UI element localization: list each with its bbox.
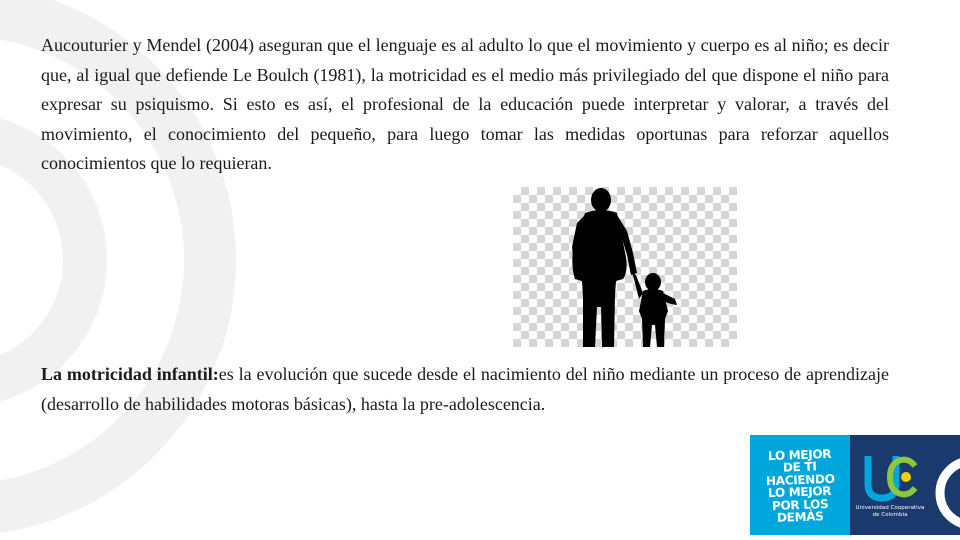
slogan-line: HACIENDO xyxy=(765,471,835,488)
slogan-line: LO MEJOR xyxy=(768,483,832,501)
definition-body: es la evolución que sucede desde el nacimiento del niño mediante un proceso de aprendizaje (desarrollo de habilidades motoras básicas), hasta la pre-adolescencia. xyxy=(41,364,889,414)
badge-ring-decoration-icon xyxy=(930,435,960,535)
intro-paragraph: Aucouturier y Mendel (2004) aseguran que el lenguaje es al adulto lo que el movimiento y cuerpo es al niño; es decir que, al igual que defiende Le Boulch (1981), la motricidad es el medio más privilegiado del que dispone el niño para expresar su psiquismo. Si esto es así, el profesional de la educación puede interpretar y valorar, a través del movimiento, el conocimiento del pequeño, para luego tomar las medidas oportunas para reforzar aquellos conocimientos que lo requieran. xyxy=(41,35,889,173)
father-and-child-silhouette-icon xyxy=(513,187,737,347)
slogan-line: DE TI xyxy=(783,459,817,475)
slogan-line: POR LOS xyxy=(771,496,829,513)
ucc-logo-mark-icon xyxy=(862,452,918,502)
definition-term: La motricidad infantil: xyxy=(41,364,219,384)
definition-paragraph xyxy=(41,360,889,419)
slogan-line: LO MEJOR xyxy=(768,446,832,463)
logo-slogan-panel xyxy=(750,435,850,535)
university-brand xyxy=(850,435,930,535)
father-child-silhouette-image xyxy=(513,187,737,347)
slogan-line: DEMÁS xyxy=(776,509,824,525)
university-name: Universidad Cooperativa de Colombia xyxy=(855,504,925,518)
university-logo-badge xyxy=(750,435,960,535)
